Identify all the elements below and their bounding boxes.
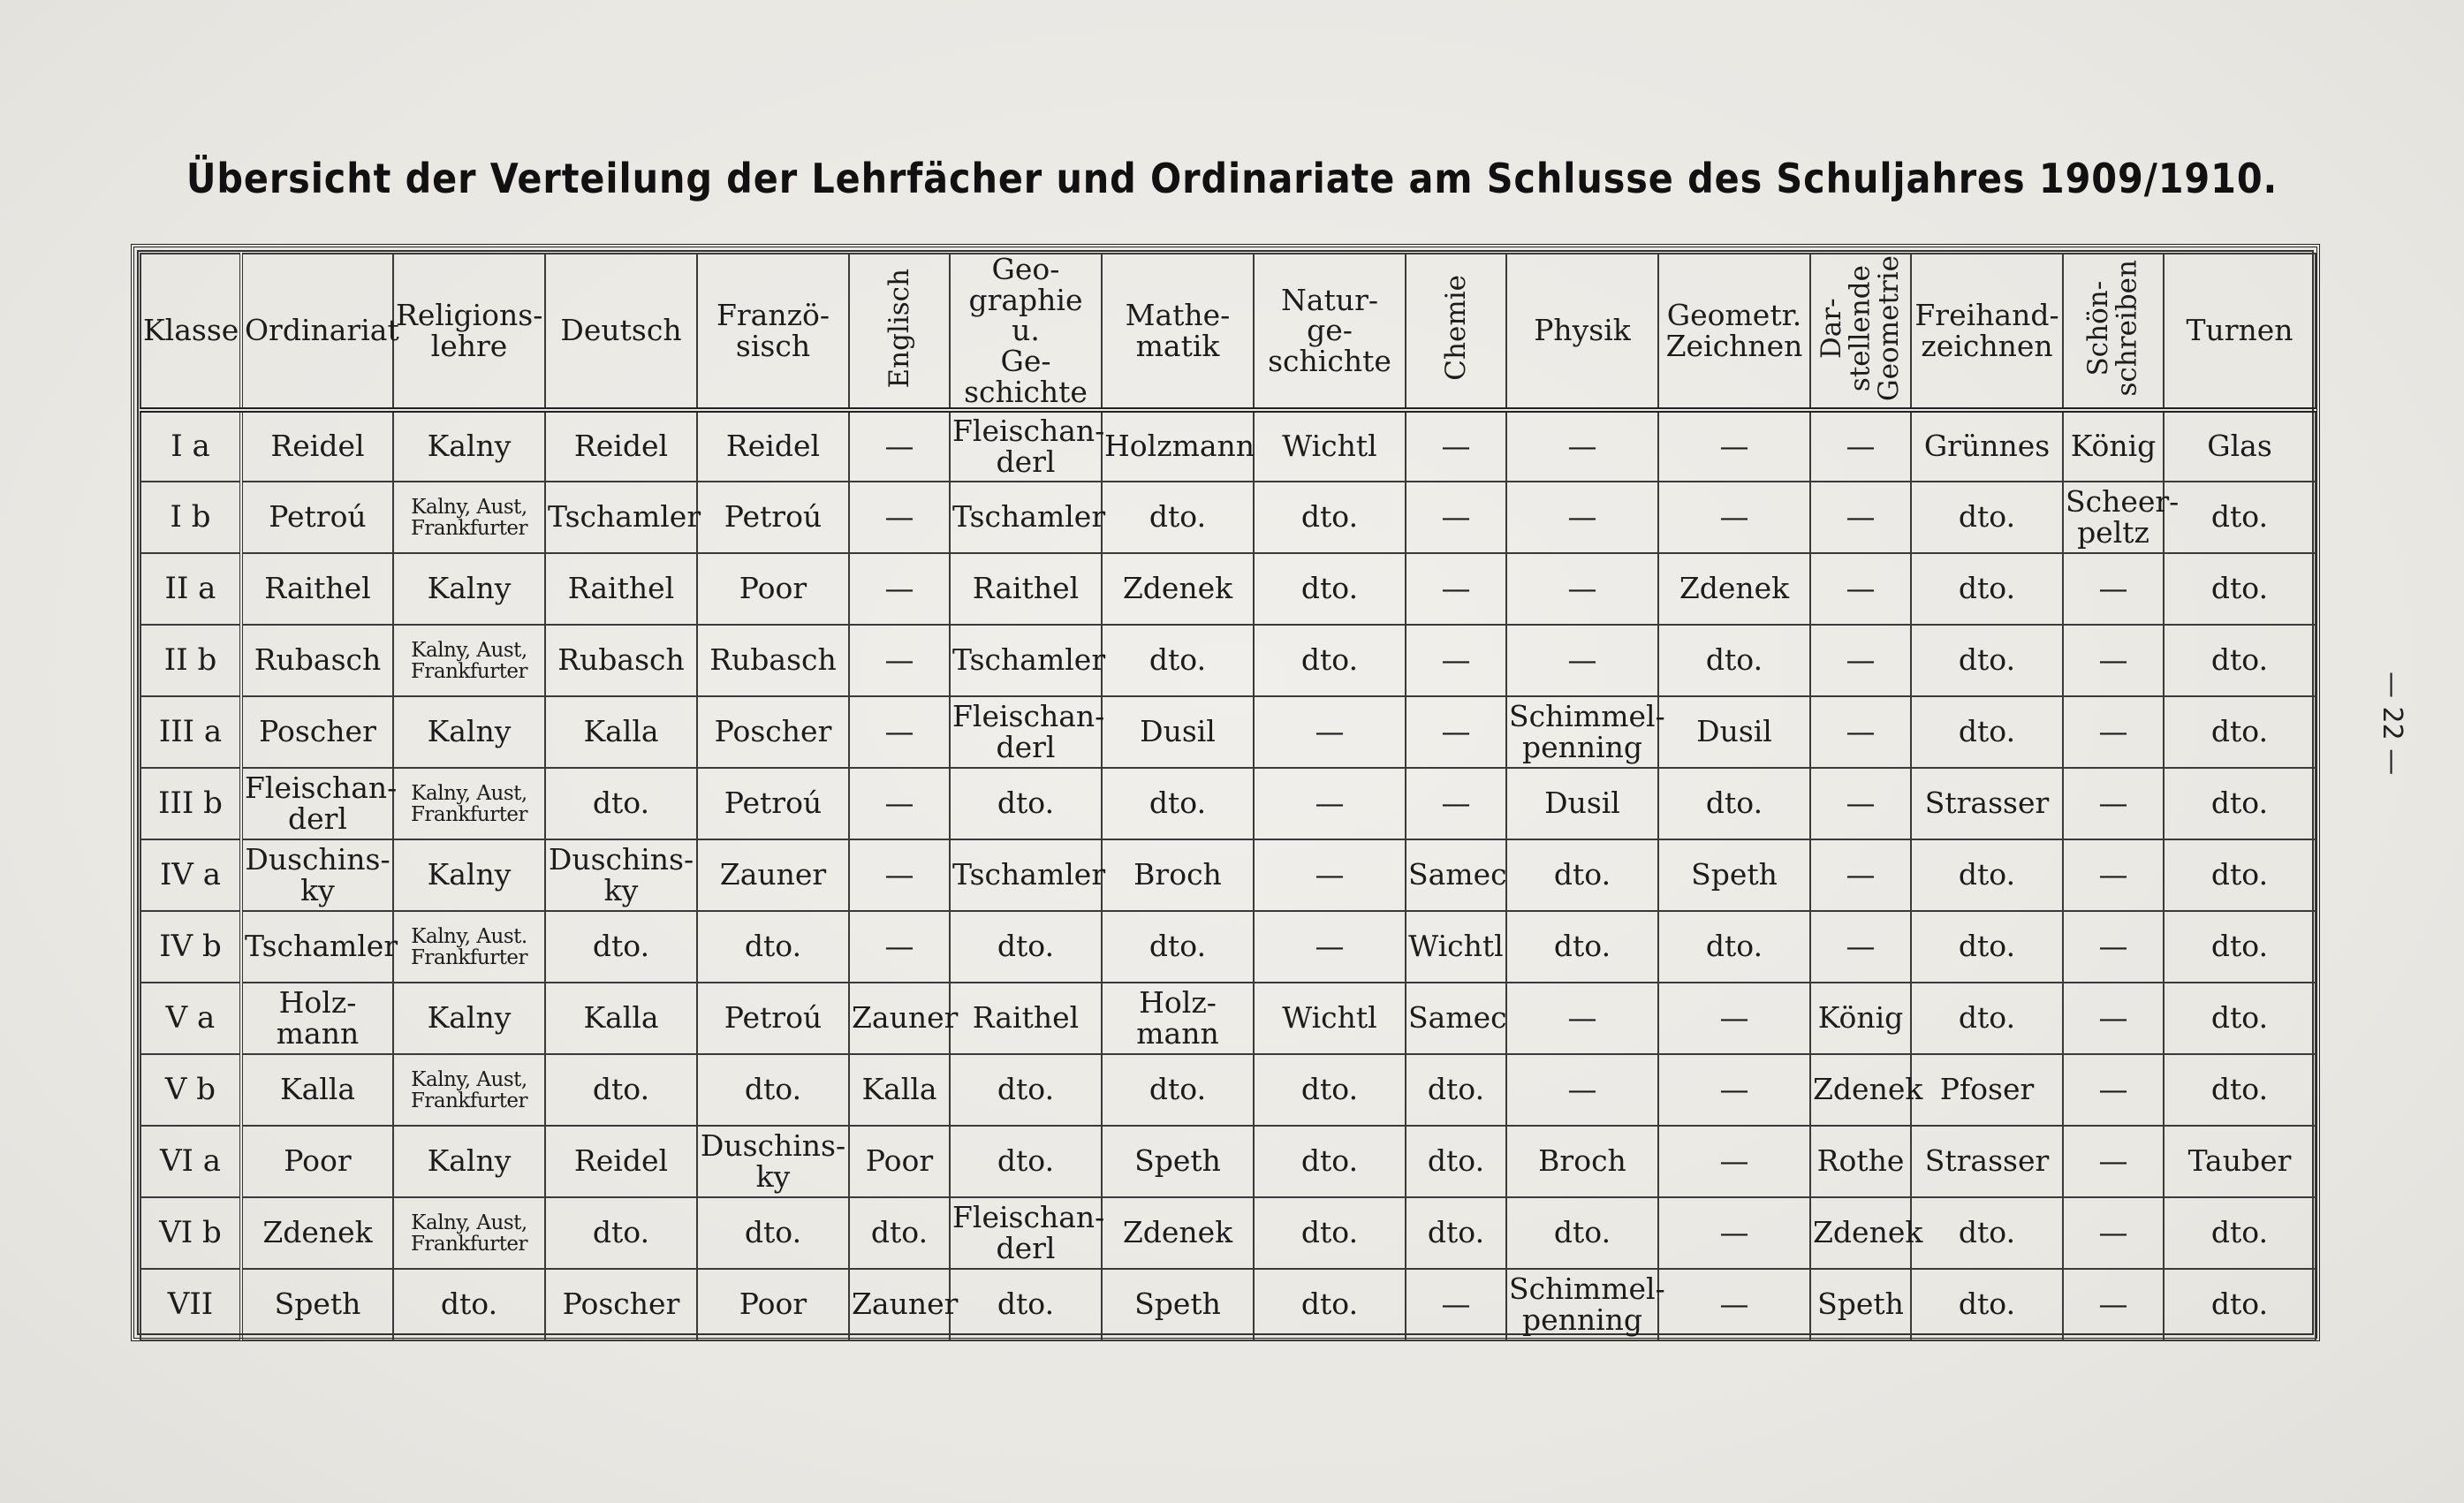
- teacher-cell: dto.: [1911, 911, 2063, 983]
- teacher-cell: Poscher: [697, 696, 849, 768]
- class-cell: III a: [140, 696, 241, 768]
- teacher-cell: Schimmel- penning: [1506, 1269, 1658, 1340]
- teacher-cell: Tschamler: [545, 482, 697, 553]
- teacher-cell: —: [849, 696, 950, 768]
- header-schoenschreiben: [2063, 254, 2164, 410]
- teacher-cell: Zdenek: [1102, 553, 1254, 625]
- teacher-cell: Reidel: [545, 1126, 697, 1197]
- teacher-cell: Speth: [1102, 1126, 1254, 1197]
- teacher-cell: Grünnes: [1911, 410, 2063, 482]
- teacher-cell: Kalny: [393, 1126, 545, 1197]
- teacher-cell: —: [849, 625, 950, 696]
- teacher-cell: Rothe: [1810, 1126, 1911, 1197]
- teacher-cell: —: [2063, 625, 2164, 696]
- teacher-cell: Poscher: [241, 696, 393, 768]
- teacher-cell: —: [849, 482, 950, 553]
- teacher-cell: —: [849, 911, 950, 983]
- teacher-cell: Tschamler: [241, 911, 393, 983]
- teacher-cell: dto.: [1254, 1054, 1406, 1126]
- header-englisch: [849, 254, 950, 410]
- teacher-cell: Kalla: [545, 696, 697, 768]
- teacher-cell: —: [1406, 1269, 1506, 1340]
- header-klasse: Klasse: [140, 254, 241, 410]
- teacher-cell: dto.: [2164, 553, 2316, 625]
- teacher-cell: Holzmann: [1102, 410, 1254, 482]
- table-row: [140, 410, 2316, 482]
- teacher-cell: —: [1658, 983, 1810, 1054]
- header-religionslehre: Religions- lehre: [393, 254, 545, 410]
- table-row: [140, 553, 2316, 625]
- class-cell: VI b: [140, 1197, 241, 1269]
- teacher-cell: —: [1658, 482, 1810, 553]
- teacher-cell: —: [2063, 768, 2164, 839]
- teacher-cell: —: [1254, 696, 1406, 768]
- teacher-cell: Strasser: [1911, 768, 2063, 839]
- header-turnen: Turnen: [2164, 254, 2316, 410]
- class-cell: IV b: [140, 911, 241, 983]
- teacher-cell: dto.: [1911, 696, 2063, 768]
- teacher-cell: Raithel: [545, 553, 697, 625]
- teacher-cell: dto.: [1102, 768, 1254, 839]
- teacher-cell: dto.: [950, 1126, 1102, 1197]
- teacher-cell: Poor: [241, 1126, 393, 1197]
- header-label: Schön- schreiben: [2082, 260, 2143, 397]
- teacher-cell: —: [1506, 410, 1658, 482]
- teacher-cell: dto.: [2164, 696, 2316, 768]
- class-cell: V a: [140, 983, 241, 1054]
- teacher-cell: dto.: [1102, 1054, 1254, 1126]
- teacher-cell: dto.: [1911, 553, 2063, 625]
- teacher-cell: Kalny, Aust. Frankfurter: [393, 911, 545, 983]
- teacher-cell: dto.: [2164, 1054, 2316, 1126]
- teacher-cell: dto.: [1406, 1126, 1506, 1197]
- teacher-cell: Tschamler: [950, 839, 1102, 911]
- teacher-cell: —: [1406, 482, 1506, 553]
- teacher-cell: Kalla: [849, 1054, 950, 1126]
- table-row: [140, 839, 2316, 911]
- teacher-cell: dto.: [1102, 625, 1254, 696]
- class-cell: VII: [140, 1269, 241, 1340]
- teacher-cell: dto.: [1658, 768, 1810, 839]
- teacher-cell: dto.: [393, 1269, 545, 1340]
- teacher-cell: —: [2063, 839, 2164, 911]
- teacher-cell: König: [2063, 410, 2164, 482]
- teacher-cell: Kalny, Aust, Frankfurter: [393, 1197, 545, 1269]
- teacher-cell: —: [1658, 1126, 1810, 1197]
- table-row: [140, 768, 2316, 839]
- teacher-cell: dto.: [1102, 482, 1254, 553]
- teacher-cell: dto.: [2164, 625, 2316, 696]
- teacher-cell: Samec: [1406, 983, 1506, 1054]
- teacher-cell: —: [1506, 553, 1658, 625]
- teacher-cell: Poscher: [545, 1269, 697, 1340]
- teacher-cell: —: [1658, 1269, 1810, 1340]
- teacher-cell: Kalny, Aust, Frankfurter: [393, 625, 545, 696]
- class-cell: VI a: [140, 1126, 241, 1197]
- teacher-cell: dto.: [1254, 553, 1406, 625]
- teacher-cell: —: [2063, 1269, 2164, 1340]
- teacher-cell: Dusil: [1506, 768, 1658, 839]
- teacher-cell: —: [1406, 553, 1506, 625]
- teacher-cell: Dusil: [1102, 696, 1254, 768]
- teacher-cell: Rubasch: [545, 625, 697, 696]
- teacher-cell: Kalny, Aust, Frankfurter: [393, 482, 545, 553]
- table-row: [140, 1197, 2316, 1269]
- teacher-cell: —: [2063, 911, 2164, 983]
- teacher-cell: Reidel: [697, 410, 849, 482]
- teacher-cell: dto.: [697, 911, 849, 983]
- teacher-cell: Duschins- ky: [545, 839, 697, 911]
- teacher-cell: Wichtl: [1254, 983, 1406, 1054]
- teacher-cell: —: [1658, 1197, 1810, 1269]
- table-row: [140, 625, 2316, 696]
- teacher-cell: —: [1506, 482, 1658, 553]
- teacher-cell: Duschins- ky: [241, 839, 393, 911]
- header-naturgeschichte: Natur- ge- schichte: [1254, 254, 1406, 410]
- table-row: [140, 1269, 2316, 1340]
- teacher-cell: dto.: [545, 911, 697, 983]
- teacher-cell: —: [2063, 1197, 2164, 1269]
- header-label: Englisch: [883, 268, 915, 389]
- class-cell: I b: [140, 482, 241, 553]
- teacher-cell: —: [849, 839, 950, 911]
- teacher-cell: dto.: [545, 768, 697, 839]
- teacher-cell: Zdenek: [241, 1197, 393, 1269]
- teacher-cell: —: [1810, 768, 1911, 839]
- teacher-cell: —: [1810, 839, 1911, 911]
- teacher-cell: Raithel: [241, 553, 393, 625]
- teacher-cell: —: [1810, 911, 1911, 983]
- teacher-cell: dto.: [1658, 911, 1810, 983]
- teacher-cell: Strasser: [1911, 1126, 2063, 1197]
- teacher-cell: dto.: [2164, 983, 2316, 1054]
- teacher-cell: —: [1506, 983, 1658, 1054]
- teacher-cell: Petroú: [697, 482, 849, 553]
- teacher-cell: dto.: [1911, 983, 2063, 1054]
- teacher-cell: —: [849, 410, 950, 482]
- teacher-cell: Tschamler: [950, 625, 1102, 696]
- table-body: [140, 410, 2316, 1340]
- teacher-cell: —: [2063, 1054, 2164, 1126]
- teacher-cell: dto.: [1911, 1197, 2063, 1269]
- teacher-cell: dto.: [1254, 1269, 1406, 1340]
- header-ordinariat: Ordinariat: [241, 254, 393, 410]
- teacher-cell: —: [1658, 410, 1810, 482]
- class-cell: IV a: [140, 839, 241, 911]
- teacher-cell: —: [1810, 696, 1911, 768]
- distribution-table-frame: [131, 244, 2320, 1341]
- teacher-cell: —: [1810, 553, 1911, 625]
- table-row: [140, 911, 2316, 983]
- teacher-cell: —: [1506, 625, 1658, 696]
- distribution-table: [140, 253, 2316, 1341]
- class-cell: II b: [140, 625, 241, 696]
- teacher-cell: dto.: [950, 911, 1102, 983]
- teacher-cell: dto.: [1102, 911, 1254, 983]
- teacher-cell: Speth: [241, 1269, 393, 1340]
- page-title: Übersicht der Verteilung der Lehrfächer und Ordinariate am Schlusse des Schuljahres 1909/1910.: [186, 155, 2278, 202]
- header-physik: Physik: [1506, 254, 1658, 410]
- teacher-cell: dto.: [1506, 1197, 1658, 1269]
- teacher-cell: dto.: [2164, 839, 2316, 911]
- teacher-cell: Kalla: [545, 983, 697, 1054]
- class-cell: I a: [140, 410, 241, 482]
- table-row: [140, 1126, 2316, 1197]
- class-cell: II a: [140, 553, 241, 625]
- teacher-cell: Wichtl: [1254, 410, 1406, 482]
- teacher-cell: Scheer- peltz: [2063, 482, 2164, 553]
- teacher-cell: —: [2063, 553, 2164, 625]
- teacher-cell: Zdenek: [1102, 1197, 1254, 1269]
- teacher-cell: Kalny: [393, 696, 545, 768]
- teacher-cell: Petroú: [241, 482, 393, 553]
- teacher-cell: —: [1254, 768, 1406, 839]
- teacher-cell: Fleischan- derl: [950, 1197, 1102, 1269]
- teacher-cell: —: [1506, 1054, 1658, 1126]
- teacher-cell: —: [2063, 1126, 2164, 1197]
- teacher-cell: Zdenek: [1810, 1054, 1911, 1126]
- header-geographie-geschichte: Geo- graphie u. Ge- schichte: [950, 254, 1102, 410]
- teacher-cell: dto.: [697, 1054, 849, 1126]
- teacher-cell: Broch: [1102, 839, 1254, 911]
- teacher-cell: Wichtl: [1406, 911, 1506, 983]
- teacher-cell: Poor: [697, 1269, 849, 1340]
- teacher-cell: Glas: [2164, 410, 2316, 482]
- teacher-cell: —: [849, 553, 950, 625]
- teacher-cell: dto.: [2164, 1269, 2316, 1340]
- header-deutsch: Deutsch: [545, 254, 697, 410]
- teacher-cell: dto.: [849, 1197, 950, 1269]
- teacher-cell: Pfoser: [1911, 1054, 2063, 1126]
- teacher-cell: Broch: [1506, 1126, 1658, 1197]
- table-row: [140, 696, 2316, 768]
- teacher-cell: dto.: [2164, 911, 2316, 983]
- teacher-cell: —: [2063, 983, 2164, 1054]
- teacher-cell: dto.: [2164, 768, 2316, 839]
- teacher-cell: —: [1406, 696, 1506, 768]
- header-label: Chemie: [1439, 275, 1472, 382]
- teacher-cell: dto.: [1254, 1126, 1406, 1197]
- teacher-cell: Kalny: [393, 410, 545, 482]
- teacher-cell: dto.: [1254, 1197, 1406, 1269]
- teacher-cell: Zauner: [849, 1269, 950, 1340]
- teacher-cell: dto.: [1658, 625, 1810, 696]
- teacher-cell: Kalny, Aust, Frankfurter: [393, 768, 545, 839]
- header-mathematik: Mathe- matik: [1102, 254, 1254, 410]
- teacher-cell: dto.: [1254, 482, 1406, 553]
- teacher-cell: Kalny: [393, 553, 545, 625]
- teacher-cell: —: [1254, 911, 1406, 983]
- teacher-cell: Poor: [849, 1126, 950, 1197]
- teacher-cell: Kalny: [393, 983, 545, 1054]
- teacher-cell: —: [2063, 696, 2164, 768]
- teacher-cell: Holz- mann: [1102, 983, 1254, 1054]
- teacher-cell: Speth: [1658, 839, 1810, 911]
- teacher-cell: Fleischan- derl: [241, 768, 393, 839]
- teacher-cell: Speth: [1810, 1269, 1911, 1340]
- teacher-cell: Petroú: [697, 768, 849, 839]
- teacher-cell: Petroú: [697, 983, 849, 1054]
- teacher-cell: dto.: [2164, 1197, 2316, 1269]
- table-row: [140, 482, 2316, 553]
- teacher-cell: Kalla: [241, 1054, 393, 1126]
- teacher-cell: Dusil: [1658, 696, 1810, 768]
- teacher-cell: dto.: [1911, 625, 2063, 696]
- teacher-cell: Raithel: [950, 553, 1102, 625]
- teacher-cell: Holz- mann: [241, 983, 393, 1054]
- header-label: Dar- stellende Geometrie: [1816, 254, 1906, 401]
- teacher-cell: Poor: [697, 553, 849, 625]
- table-row: [140, 983, 2316, 1054]
- teacher-cell: —: [1406, 768, 1506, 839]
- class-cell: V b: [140, 1054, 241, 1126]
- teacher-cell: Reidel: [545, 410, 697, 482]
- page-number: — 22 —: [2377, 672, 2407, 776]
- teacher-cell: —: [849, 768, 950, 839]
- header-row: [140, 254, 2316, 410]
- teacher-cell: Zdenek: [1810, 1197, 1911, 1269]
- teacher-cell: —: [1406, 410, 1506, 482]
- teacher-cell: dto.: [1406, 1197, 1506, 1269]
- teacher-cell: dto.: [1911, 839, 2063, 911]
- teacher-cell: Speth: [1102, 1269, 1254, 1340]
- teacher-cell: Reidel: [241, 410, 393, 482]
- teacher-cell: Fleischan- derl: [950, 410, 1102, 482]
- teacher-cell: —: [1658, 1054, 1810, 1126]
- header-darstellende-geometrie: [1810, 254, 1911, 410]
- table-row: [140, 1054, 2316, 1126]
- teacher-cell: —: [1810, 625, 1911, 696]
- teacher-cell: Tauber: [2164, 1126, 2316, 1197]
- teacher-cell: —: [1810, 482, 1911, 553]
- header-chemie: [1406, 254, 1506, 410]
- teacher-cell: dto.: [2164, 482, 2316, 553]
- teacher-cell: Fleischan- derl: [950, 696, 1102, 768]
- class-cell: III b: [140, 768, 241, 839]
- teacher-cell: Duschins- ky: [697, 1126, 849, 1197]
- teacher-cell: dto.: [950, 1054, 1102, 1126]
- teacher-cell: dto.: [697, 1197, 849, 1269]
- teacher-cell: Zauner: [697, 839, 849, 911]
- teacher-cell: Zauner: [849, 983, 950, 1054]
- teacher-cell: Raithel: [950, 983, 1102, 1054]
- teacher-cell: dto.: [545, 1054, 697, 1126]
- teacher-cell: dto.: [1406, 1054, 1506, 1126]
- teacher-cell: dto.: [950, 768, 1102, 839]
- header-freihandzeichnen: Freihand- zeichnen: [1911, 254, 2063, 410]
- teacher-cell: Samec: [1406, 839, 1506, 911]
- teacher-cell: Kalny, Aust, Frankfurter: [393, 1054, 545, 1126]
- teacher-cell: Rubasch: [241, 625, 393, 696]
- header-geometrisches-zeichnen: Geometr. Zeichnen: [1658, 254, 1810, 410]
- teacher-cell: —: [1810, 410, 1911, 482]
- teacher-cell: Rubasch: [697, 625, 849, 696]
- teacher-cell: Schimmel- penning: [1506, 696, 1658, 768]
- teacher-cell: dto.: [1911, 1269, 2063, 1340]
- teacher-cell: —: [1406, 625, 1506, 696]
- teacher-cell: dto.: [1506, 911, 1658, 983]
- header-franzoesisch: Franzö- sisch: [697, 254, 849, 410]
- teacher-cell: dto.: [1254, 625, 1406, 696]
- teacher-cell: dto.: [1506, 839, 1658, 911]
- teacher-cell: dto.: [950, 1269, 1102, 1340]
- teacher-cell: Tschamler: [950, 482, 1102, 553]
- teacher-cell: dto.: [545, 1197, 697, 1269]
- teacher-cell: Zdenek: [1658, 553, 1810, 625]
- teacher-cell: König: [1810, 983, 1911, 1054]
- teacher-cell: dto.: [1911, 482, 2063, 553]
- teacher-cell: Kalny: [393, 839, 545, 911]
- teacher-cell: —: [1254, 839, 1406, 911]
